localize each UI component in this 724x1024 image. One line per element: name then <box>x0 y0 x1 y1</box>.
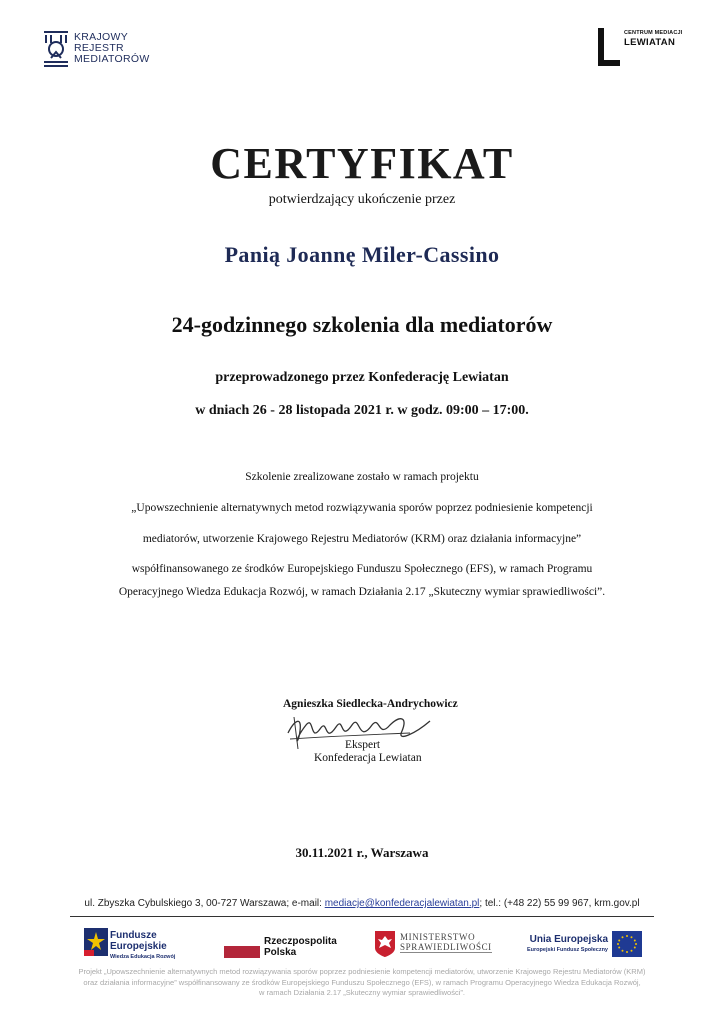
krm-logo-text: KRAJOWY REJESTR MEDIATORÓW <box>74 31 150 65</box>
lewiatan-l-icon <box>596 26 622 68</box>
ue-logo-text: Unia Europejska Europejski Fundusz Społeczny <box>527 934 608 953</box>
fundusze-europejskie-logo <box>84 926 214 962</box>
issue-date-place: 30.11.2021 r., Warszawa <box>295 845 429 860</box>
ministerstwo-logo <box>372 928 502 962</box>
course-name: 24-godzinnego szkolenia dla mediatorów <box>171 312 553 337</box>
signatory-role: Ekspert <box>345 739 381 751</box>
course-dates: w dniach 26 - 28 listopada 2021 r. w godz. 09:00 – 17:00. <box>195 403 529 418</box>
project-line: współfinansowanego ze środków Europejskiego Funduszu Społecznego (EFS), w ramach Programu <box>131 563 593 575</box>
project-fine-print: Projekt „Upowszechnienie alternatywnych metod rozwiązywania sporów poprzez podniesienie kompetencji mediatorów, utworzenie Krajowego Rejestru Mediatorów (KRM) oraz działania informacyjne” współfinansowany ze środków Europejskiego Funduszu Społecznego (EFS), w ramach Programu Operacyjnego Wiedza Edukacja Rozwój, w ramach Działania 2.17 „Skuteczny wymiar sprawiedliwości”. <box>78 967 646 997</box>
eagle-emblem-icon <box>374 930 396 958</box>
lewiatan-logo-text: CENTRUM MEDIACJI LEWIATAN <box>624 30 683 48</box>
eu-flag-icon <box>612 931 642 957</box>
contact-address: ul. Zbyszka Cybulskiego 3, 00-727 Warszawa; e-mail: <box>84 898 325 909</box>
ms-logo-text: MINISTERSTWO SPRAWIEDLIWOŚCI <box>400 932 492 952</box>
recipient-name: Panią Joannę Miler-Cassino <box>224 242 500 267</box>
signatory-name: Agnieszka Siedlecka-Andrychowicz <box>283 698 458 710</box>
project-line: „Upowszechnienie alternatywnych metod rozwiązywania sporów poprzez podniesienie kompetencji <box>131 502 593 514</box>
contact-phone-web: ; tel.: (+48 22) 55 99 967, krm.gov.pl <box>479 898 640 909</box>
signatory-organization: Konfederacja Lewiatan <box>314 752 422 764</box>
lewiatan-logo <box>596 26 686 70</box>
poland-flag-icon <box>224 946 260 958</box>
project-line: Operacyjnego Wiedza Edukacja Rozwój, w ramach Działania 2.17 „Skuteczny wymiar sprawiedliwości”. <box>118 586 606 598</box>
project-intro: Szkolenie zrealizowane zostało w ramach projektu <box>245 471 479 483</box>
fe-star-icon <box>84 928 108 956</box>
fe-logo-text: Fundusze Europejskie Wiedza Edukacja Rozwój <box>110 930 176 960</box>
krm-columns-icon <box>42 28 72 70</box>
unia-europejska-logo <box>512 928 644 964</box>
project-line: mediatorów, utworzenie Krajowego Rejestru Mediatorów (KRM) oraz działania informacyjne” <box>142 533 582 545</box>
rzeczpospolita-logo <box>224 932 344 962</box>
krm-logo <box>42 28 162 72</box>
eu-stars-icon <box>612 931 642 957</box>
contact-email-link[interactable]: mediacje@konfederacjalewiatan.pl <box>324 898 480 909</box>
rp-logo-text: Rzeczpospolita Polska <box>264 936 337 958</box>
footer-divider <box>70 916 654 917</box>
certificate-title: CERTYFIKAT <box>210 139 514 188</box>
certificate-subtitle: potwierdzający ukończenie przez <box>268 192 456 207</box>
organizer: przeprowadzonego przez Konfederację Lewiatan <box>215 370 509 385</box>
contact-line <box>0 898 724 909</box>
